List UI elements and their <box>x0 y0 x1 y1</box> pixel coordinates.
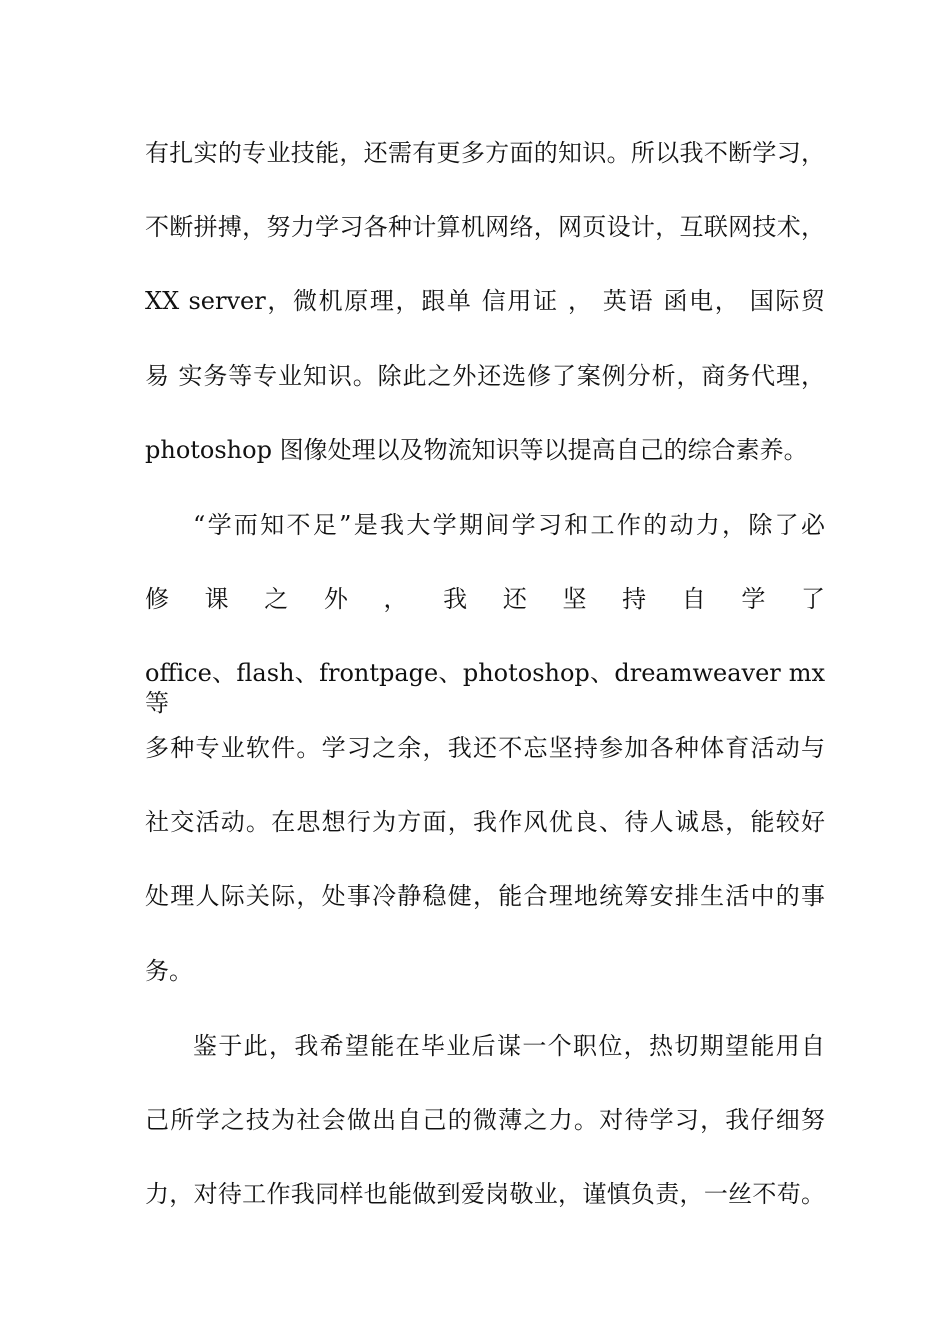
text-line-11: 处理人际关际，处事冷静稳健，能合理地统筹安排生活中的事 <box>145 882 825 910</box>
text-line-13: 鉴于此，我希望能在毕业后谋一个职位，热切期望能用自 <box>193 1032 825 1060</box>
text-line-12: 务。 <box>145 957 193 985</box>
text-line-3: XX server，微机原理，跟单 信用证 ， 英语 函电， 国际贸 <box>145 287 825 315</box>
text-line-6: “学而知不足”是我大学期间学习和工作的动力，除了必 <box>193 511 825 539</box>
text-line-8: office、flash、frontpage、photoshop、dreamweaver mx 等 <box>145 659 825 717</box>
text-line-1: 有扎实的专业技能，还需有更多方面的知识。所以我不断学习， <box>145 139 825 167</box>
text-line-10: 社交活动。在思想行为方面，我作风优良、待人诚恳，能较好 <box>145 808 825 836</box>
text-line-14: 己所学之技为社会做出自己的微薄之力。对待学习，我仔细努 <box>145 1106 825 1134</box>
text-line-4: 易 实务等专业知识。除此之外还选修了案例分析，商务代理， <box>145 362 825 390</box>
text-line-7: 修 课 之 外 ， 我 还 坚 持 自 学 了 <box>145 585 825 613</box>
text-line-9: 多种专业软件。学习之余，我还不忘坚持参加各种体育活动与 <box>145 734 825 762</box>
text-line-2: 不断拼搏，努力学习各种计算机网络，网页设计，互联网技术， <box>145 213 825 241</box>
text-line-15: 力，对待工作我同样也能做到爱岗敬业，谨慎负责，一丝不苟。 <box>145 1180 825 1208</box>
text-line-5: photoshop 图像处理以及物流知识等以提高自己的综合素养。 <box>145 436 808 464</box>
